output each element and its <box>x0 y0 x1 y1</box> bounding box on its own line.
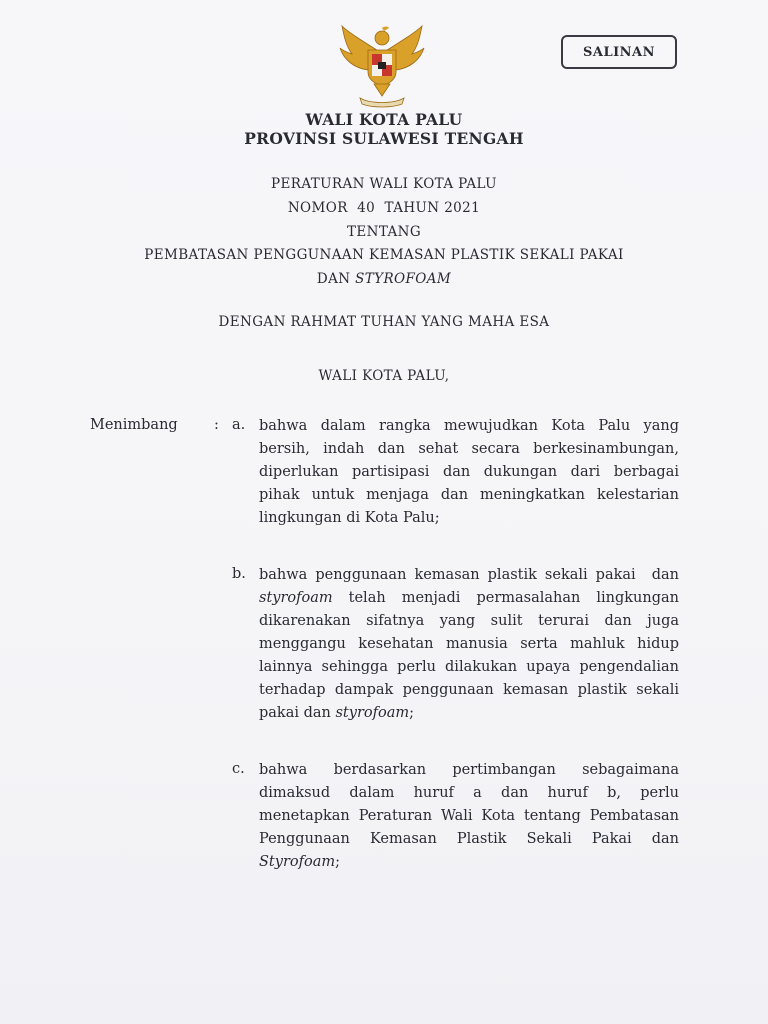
item-a-text <box>259 415 679 530</box>
regulation-subject-line-1: PEMBATASAN PENGGUNAAN KEMASAN PLASTIK SEKALI PAKAI <box>144 247 624 263</box>
item-b-line: terhadap dampak penggunaan kemasan plastik sekali <box>259 682 679 698</box>
menimbang-label: Menimbang <box>90 417 178 433</box>
item-c-letter: c. <box>232 761 245 777</box>
item-b-line: bahwa penggunaan kemasan plastik sekali pakai dan <box>259 567 679 583</box>
item-a-line: bersih, indah dan sehat secara berkesinambungan, <box>259 441 679 457</box>
authority-line: WALI KOTA PALU, <box>318 368 450 384</box>
regulation-subject-line-2: DAN STYROFOAM <box>316 271 452 287</box>
item-a-line: lingkungan di Kota Palu; <box>259 510 440 526</box>
garuda-emblem <box>334 22 430 108</box>
item-c-line: bahwa berdasarkan pertimbangan sebagaimana <box>259 762 679 778</box>
item-c-line: dimaksud dalam huruf a dan huruf b, perlu <box>259 785 679 801</box>
item-a-line: bahwa dalam rangka mewujudkan Kota Palu yang <box>259 418 679 434</box>
item-b-text <box>259 564 679 725</box>
item-b-line: dikarenakan sifatnya yang sulit terurai dan juga <box>259 613 679 629</box>
item-c-line: Penggunaan Kemasan Plastik Sekali Pakai dan <box>259 831 679 847</box>
item-b-line: pakai dan styrofoam; <box>259 705 414 721</box>
item-c-text <box>259 759 679 874</box>
item-c-line: Styrofoam; <box>259 854 340 870</box>
heading-line-1: WALI KOTA PALU <box>305 110 463 129</box>
regulation-title-line-1: PERATURAN WALI KOTA PALU <box>271 176 497 192</box>
item-c-line: menetapkan Peraturan Wali Kota tentang Pembatasan <box>259 808 679 824</box>
item-a-letter: a. <box>232 417 246 433</box>
item-b-letter: b. <box>232 566 246 582</box>
menimbang-colon: : <box>214 417 219 433</box>
item-b-line: menggangu kesehatan manusia serta mahluk hidup <box>259 636 679 652</box>
item-b-line: lainnya sehingga perlu dilakukan upaya pengendalian <box>259 659 679 675</box>
regulation-tentang: TENTANG <box>346 224 422 240</box>
blessing-line: DENGAN RAHMAT TUHAN YANG MAHA ESA <box>218 314 550 330</box>
item-a-line: diperlukan partisipasi dan dukungan dari berbagai <box>259 464 679 480</box>
salinan-stamp: SALINAN <box>561 35 677 69</box>
regulation-number: NOMOR 40 TAHUN 2021 <box>287 200 481 216</box>
item-a-line: pihak untuk menjaga dan meningkatkan kelestarian <box>259 487 679 503</box>
item-b-line: styrofoam telah menjadi permasalahan lingkungan <box>259 590 679 606</box>
heading-line-2: PROVINSI SULAWESI TENGAH <box>244 129 524 148</box>
